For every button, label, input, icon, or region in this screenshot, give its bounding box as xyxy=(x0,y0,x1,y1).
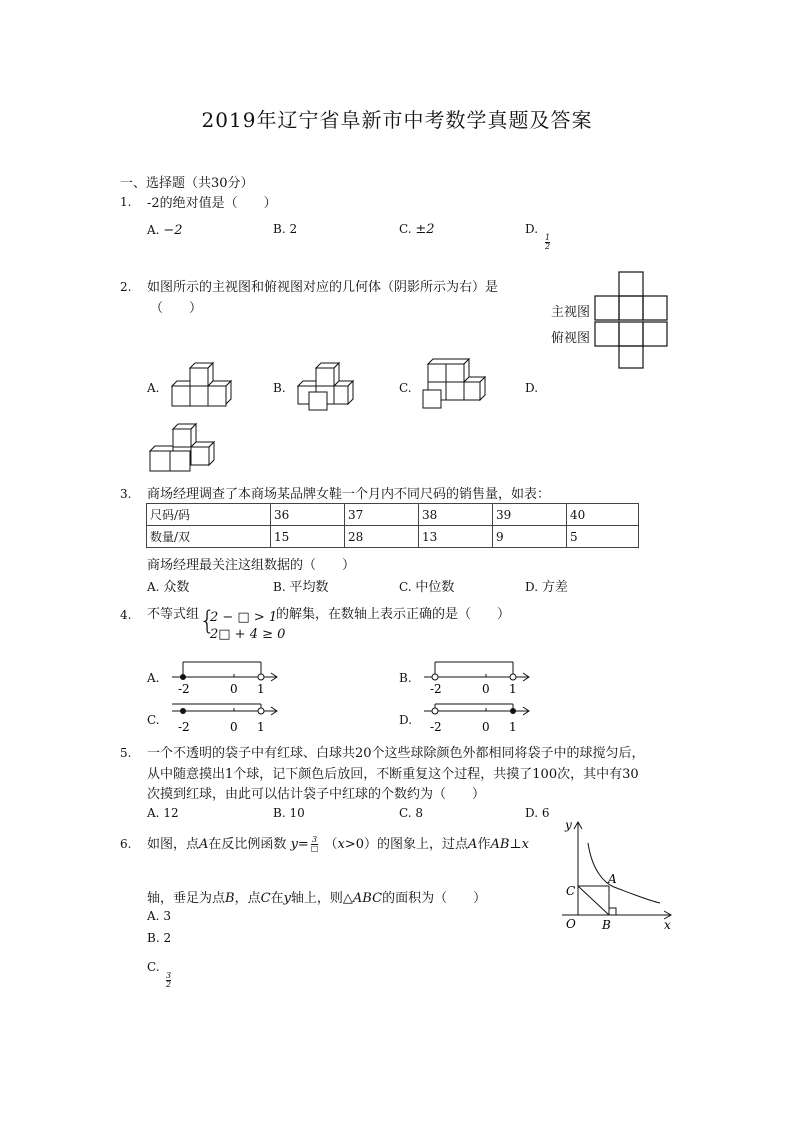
table-cell: 38 xyxy=(419,504,493,526)
table-cell: 15 xyxy=(271,526,345,548)
q5-option-b: B. 10 xyxy=(273,806,305,820)
q5-option-d: D. 6 xyxy=(525,806,550,820)
q4-stem-post: 的解集，在数轴上表示正确的是（ ） xyxy=(276,607,511,622)
graph-label-y: y xyxy=(565,818,572,832)
q3-option-b: B. 平均数 xyxy=(273,580,329,595)
inequality-1: 2 − □ > 1 xyxy=(210,610,278,625)
q2-option-c: C. xyxy=(399,381,412,395)
q1-option-c: C. ±2 xyxy=(399,222,435,237)
q2-solid-d xyxy=(147,421,222,476)
q5-line-1: 一个不透明的袋子中有红球、白球共20个这些球除颜色外都相同将袋子中的球搅匀后， xyxy=(147,746,645,761)
q3-option-c: C. 中位数 xyxy=(399,580,455,595)
table-cell: 5 xyxy=(567,526,639,548)
tick-label: -2 xyxy=(430,720,442,734)
q6-option-b: B. 2 xyxy=(147,931,172,945)
tick-label: -2 xyxy=(178,720,190,734)
q6-stem-line-2: 轴，垂足为点B，点C在y轴上，则△ABC的面积为（ ） xyxy=(147,891,487,906)
q2-solid-c xyxy=(420,356,495,414)
tick-label: 1 xyxy=(509,720,517,734)
tick-label: -2 xyxy=(178,682,190,696)
views-figure xyxy=(594,272,674,372)
q1-option-a: A. −2 xyxy=(147,223,183,238)
q2-option-a: A. xyxy=(147,381,160,395)
q1-option-d-fraction: $\frac{1}{2}$ xyxy=(545,233,551,251)
table-cell: 28 xyxy=(345,526,419,548)
top-view-label: 俯视图 xyxy=(551,331,591,346)
graph-label-o: O xyxy=(566,917,576,931)
table-cell: 36 xyxy=(271,504,345,526)
table-cell: 39 xyxy=(493,504,567,526)
table-cell: 9 xyxy=(493,526,567,548)
q4-option-b: B. xyxy=(399,671,412,685)
q3-option-d: D. 方差 xyxy=(525,580,568,595)
q2-paren: （ ） xyxy=(150,301,203,316)
q5-option-a: A. 12 xyxy=(147,806,179,820)
q2-option-b: B. xyxy=(273,381,286,395)
number-line-b xyxy=(420,657,535,697)
q4-number: 4. xyxy=(120,608,132,622)
tick-label: 0 xyxy=(230,682,238,696)
tick-label: 0 xyxy=(230,720,238,734)
q4-option-a: A. xyxy=(147,671,160,685)
q3-number: 3. xyxy=(120,487,132,501)
tick-label: -2 xyxy=(430,682,442,696)
brace-icon: { xyxy=(199,606,216,636)
tick-label: 1 xyxy=(257,720,265,734)
q6-option-c-fraction: $\frac{3}{2}$ xyxy=(166,971,172,989)
size-table xyxy=(146,503,639,548)
table-cell: 尺码/码 xyxy=(147,504,271,526)
front-view-label: 主视图 xyxy=(551,305,591,320)
inequality-2: 2□ + 4 ≥ 0 xyxy=(210,627,286,642)
q6-graph xyxy=(552,815,677,935)
q3-option-a: A. 众数 xyxy=(147,580,190,595)
tick-label: 0 xyxy=(482,682,490,696)
q5-line-2: 从中随意摸出1个球，记下颜色后放回，不断重复这个过程，共摸了100次，其中有30 xyxy=(147,767,639,782)
tick-label: 0 xyxy=(482,720,490,734)
tick-label: 1 xyxy=(509,682,517,696)
table-row xyxy=(147,526,639,548)
table-cell: 数量/双 xyxy=(147,526,271,548)
q1-stem: -2的绝对值是（ ） xyxy=(147,196,277,211)
number-line-a xyxy=(168,657,283,697)
q5-option-c: C. 8 xyxy=(399,806,424,820)
graph-label-x: x xyxy=(664,918,671,932)
table-cell: 40 xyxy=(567,504,639,526)
q3-stem: 商场经理调查了本商场某品牌女鞋一个月内不同尺码的销售量，如表： xyxy=(147,487,551,502)
q6-number: 6. xyxy=(120,837,132,851)
graph-label-c: C xyxy=(566,884,576,898)
q1-option-d: D. xyxy=(525,222,539,236)
q2-solid-a xyxy=(166,360,236,410)
q6-option-c: C. xyxy=(147,960,160,974)
q4-option-c: C. xyxy=(147,713,160,727)
q4-option-d: D. xyxy=(399,713,413,727)
number-line-c xyxy=(168,699,283,739)
tick-label: 1 xyxy=(257,682,265,696)
table-cell: 13 xyxy=(419,526,493,548)
q5-number: 5. xyxy=(120,746,132,760)
table-cell: 37 xyxy=(345,504,419,526)
q4-stem-pre: 不等式组 xyxy=(147,607,200,622)
q5-line-3: 次摸到红球，由此可以估计袋子中红球的个数约为（ ） xyxy=(147,787,486,802)
q6-stem-line-1: 如图，点A在反比例函数 y= $\frac{3}{□}$ （x>0）的图象上，过点A作AB⊥x xyxy=(147,835,529,853)
q6-option-a: A. 3 xyxy=(147,909,171,923)
number-line-d xyxy=(420,699,535,739)
q3-follow: 商场经理最关注这组数据的（ ） xyxy=(147,558,356,573)
page-title: 2019年辽宁省阜新市中考数学真题及答案 xyxy=(201,108,593,132)
q2-solid-b xyxy=(292,360,362,415)
q1-number: 1. xyxy=(120,195,132,209)
q1-option-b: B. 2 xyxy=(273,222,298,236)
q2-number: 2. xyxy=(120,280,132,294)
graph-label-b: B xyxy=(602,918,611,932)
section-heading: 一、选择题（共30分） xyxy=(120,176,254,191)
graph-label-a: A xyxy=(608,872,617,886)
q2-stem: 如图所示的主视图和俯视图对应的几何体（阴影所示为右）是 xyxy=(147,280,499,295)
q2-option-d: D. xyxy=(525,381,539,395)
table-row xyxy=(147,504,639,526)
